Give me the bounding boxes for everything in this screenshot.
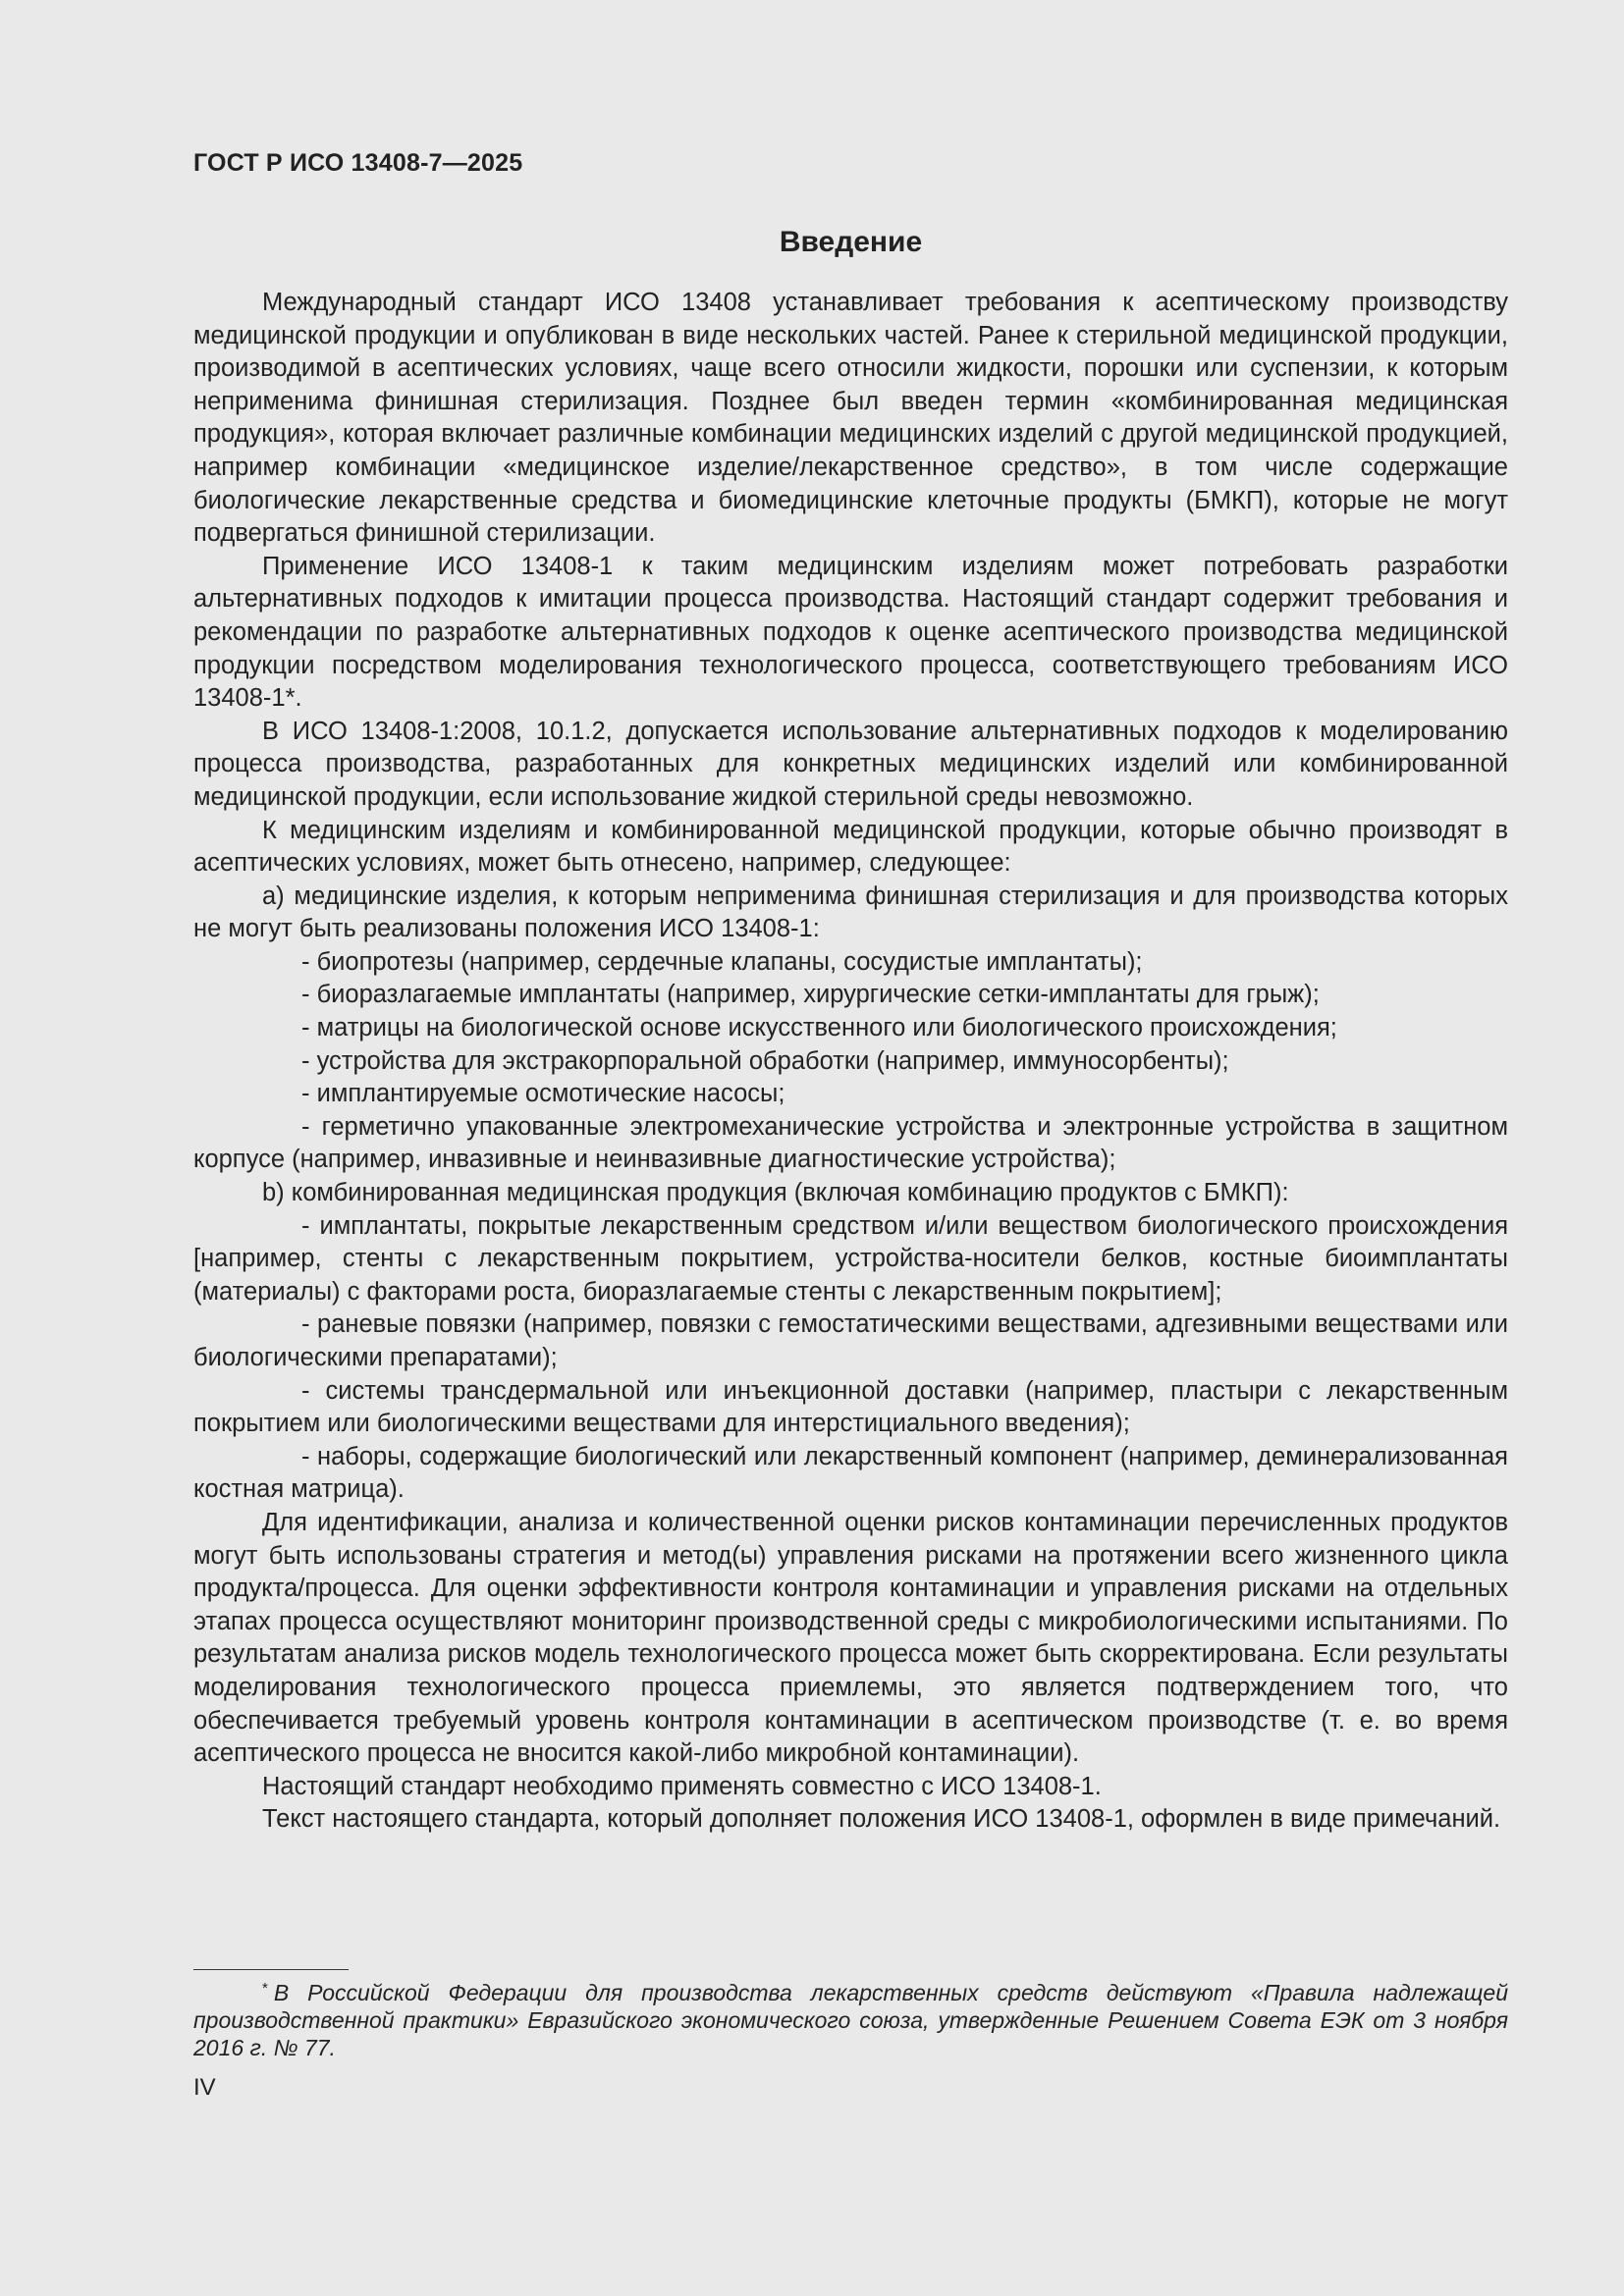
document-code-header: ГОСТ Р ИСО 13408-7—2025 xyxy=(193,149,523,177)
paragraph-notes: Текст настоящего стандарта, который дополняет положения ИСО 13408-1, оформлен в виде примечаний. xyxy=(262,1805,1501,1834)
paragraph-joint-use: Настоящий стандарт необходимо применять совместно с ИСО 13408-1. xyxy=(262,1772,1102,1800)
document-page xyxy=(193,0,1508,2296)
paragraph-intro: Международный стандарт ИСО 13408 устанавливает требования к асептическому производству медицинской продукции и опубликован в виде нескольких частей. Ранее к стерильной медицинской продукции, производимой в асептических условиях, чаще всего относили жидкости, порошки или суспензии, к которым неприменима финишная стерилизация. Позднее был введен термин «комбинированная медицинская продукция», которая включает различные комбинации медицинских изделий с другой медицинской продукцией, например комбинации «медицинское изделие/лекарственное средство», в том числе содержащие биологические лекарственные средства и биомедицинские клеточные продукты (БМКП), которые не могут подвергаться финишной стерилизации. xyxy=(193,289,1508,548)
list-subitem: - биопротезы (например, сердечные клапаны, сосудистые имплантаты); xyxy=(301,947,1143,976)
list-subitem: - раневые повязки (например, повязки с гемостатическими веществами, адгезивными веществами или биологическими препаратами); xyxy=(193,1310,1508,1371)
paragraph-list-intro: К медицинским изделиям и комбинированной медицинской продукции, которые обычно производят в асептических условиях, может быть отнесено, например, следующее: xyxy=(193,816,1508,878)
footnote xyxy=(193,1975,1508,2061)
list-subitem: - имплантаты, покрытые лекарственным средством и/или веществом биологического происхождения [например, стенты с лекарственным покрытием, устройства-носители белков, костные биоимплантаты (материалы) с факторами роста, биоразлагаемые стенты с лекарственным покрытием]; xyxy=(193,1211,1508,1306)
list-subitem: - биоразлагаемые имплантаты (например, хирургические сетки-имплантаты для грыж); xyxy=(301,981,1320,1009)
list-subitem: - системы трансдермальной или инъекционной доставки (например, пластыри с лекарственным покрытием или биологическими веществами для интерстициального введения); xyxy=(193,1376,1508,1438)
list-item-a: a) медицинские изделия, к которым неприменима финишная стерилизация и для производства которых не могут быть реализованы положения ИСО 13408-1: xyxy=(193,881,1508,943)
page-number: IV xyxy=(193,2074,216,2101)
footnote-divider xyxy=(193,1969,349,1970)
list-subitem: - имплантируемые осмотические насосы; xyxy=(301,1080,785,1108)
list-item-b: b) комбинированная медицинская продукция (включая комбинацию продуктов с БМКП): xyxy=(262,1179,1289,1207)
footnote-text: В Российской Федерации для производства лекарственных средств действуют «Правила надлежащей производственной практики» Евразийского экономического союза, утвержденные Решением Совета ЕЭК от 3 ноября 2016 г. № 77. xyxy=(193,1980,1508,2060)
paragraph-application: Применение ИСО 13408-1 к таким медицинским изделиям может потребовать разработки альтернативных подходов к имитации процесса производства. Настоящий стандарт содержит требования и рекомендации по разработке альтернативных подходов к оценке асептического производства медицинской продукции посредством моделирования технологического процесса, соответствующего требованиям ИСО 13408-1*. xyxy=(193,552,1508,713)
list-subitem: - наборы, содержащие биологический или лекарственный компонент (например, деминерализованная костная матрица). xyxy=(193,1442,1508,1504)
paragraph-risk-management: Для идентификации, анализа и количественной оценки рисков контаминации перечисленных продуктов могут быть использованы стратегия и метод(ы) управления рисками на протяжении всего жизненного цикла продукта/процесса. Для оценки эффективности контроля контаминации и управления рисками на отдельных этапах процесса осуществляют мониторинг производственной среды с микробиологическими испытаниями. По результатам анализа рисков модель технологического процесса может быть скорректирована. Если результаты моделирования технологического процесса приемлемы, это является подтверждением того, что обеспечивается требуемый уровень контроля контаминации в асептическом производстве (т. е. во время асептического процесса не вносится какой-либо микробной контаминации). xyxy=(193,1508,1508,1768)
list-subitem: - герметично упакованные электромеханические устройства и электронные устройства в защитном корпусе (например, инвазивные и неинвазивные диагностические устройства); xyxy=(193,1112,1508,1174)
footnote-marker: * xyxy=(262,1980,268,1997)
list-subitem: - устройства для экстракорпоральной обработки (например, иммуносорбенты); xyxy=(301,1046,1229,1075)
body-text xyxy=(193,287,1508,1837)
list-subitem: - матрицы на биологической основе искусственного или биологического происхождения; xyxy=(301,1014,1337,1042)
section-title: Введение xyxy=(779,226,923,258)
paragraph-iso-reference: В ИСО 13408-1:2008, 10.1.2, допускается использование альтернативных подходов к моделированию процесса производства, разработанных для конкретных медицинских изделий или комбинированной медицинской продукции, если использование жидкой стерильной среды невозможно. xyxy=(193,717,1508,811)
